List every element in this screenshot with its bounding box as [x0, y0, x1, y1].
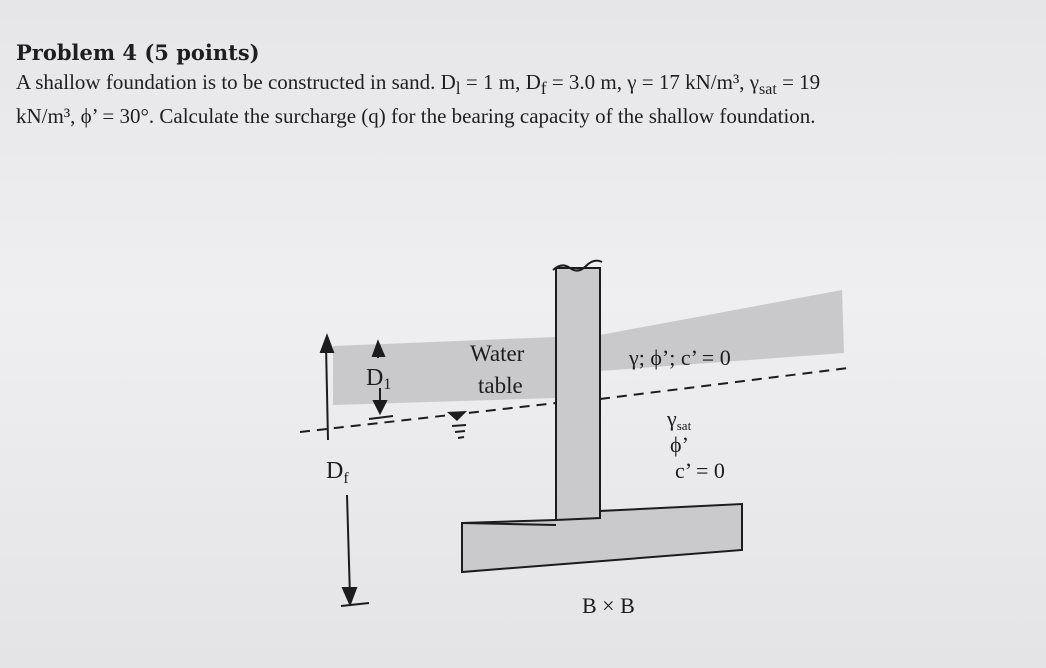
- problem-title: Problem 4 (5 points): [16, 40, 260, 65]
- upper-soil-properties: γ; ϕ’; c’ = 0: [629, 345, 731, 370]
- foundation-column: [556, 268, 600, 527]
- line1-text-3: = 3.0 m, γ = 17 kN/m³, γ: [546, 70, 760, 94]
- line1-sub-3: sat: [759, 81, 777, 99]
- phi-label: ϕ’: [670, 432, 689, 457]
- footing-size-label: B × B: [582, 593, 635, 618]
- problem-line-2: kN/m³, ϕ’ = 30°. Calculate the surcharge (q) for the bearing capacity of the shallow foundation.: [16, 104, 816, 129]
- line1-text-4: = 19: [776, 70, 821, 94]
- line1-text: A shallow foundation is to be constructed in sand. D: [16, 70, 456, 94]
- c-prime-label: c’ = 0: [675, 458, 725, 483]
- d1-label: D1: [366, 365, 392, 393]
- water-table-line-left: [300, 403, 556, 432]
- water-table-line-right: [600, 368, 848, 399]
- footing: [462, 504, 742, 572]
- df-label: $D_f$: [326, 458, 349, 487]
- gamma-sat-label: γsat: [667, 406, 692, 433]
- water-table-icon: [447, 411, 467, 438]
- line1-sub: l: [455, 78, 461, 99]
- line1-sub-2: f: [540, 78, 547, 99]
- water-table-label-2: table: [478, 373, 523, 398]
- line1-text-2: = 1 m, D: [460, 70, 541, 94]
- water-table-label-1: Water: [470, 341, 525, 366]
